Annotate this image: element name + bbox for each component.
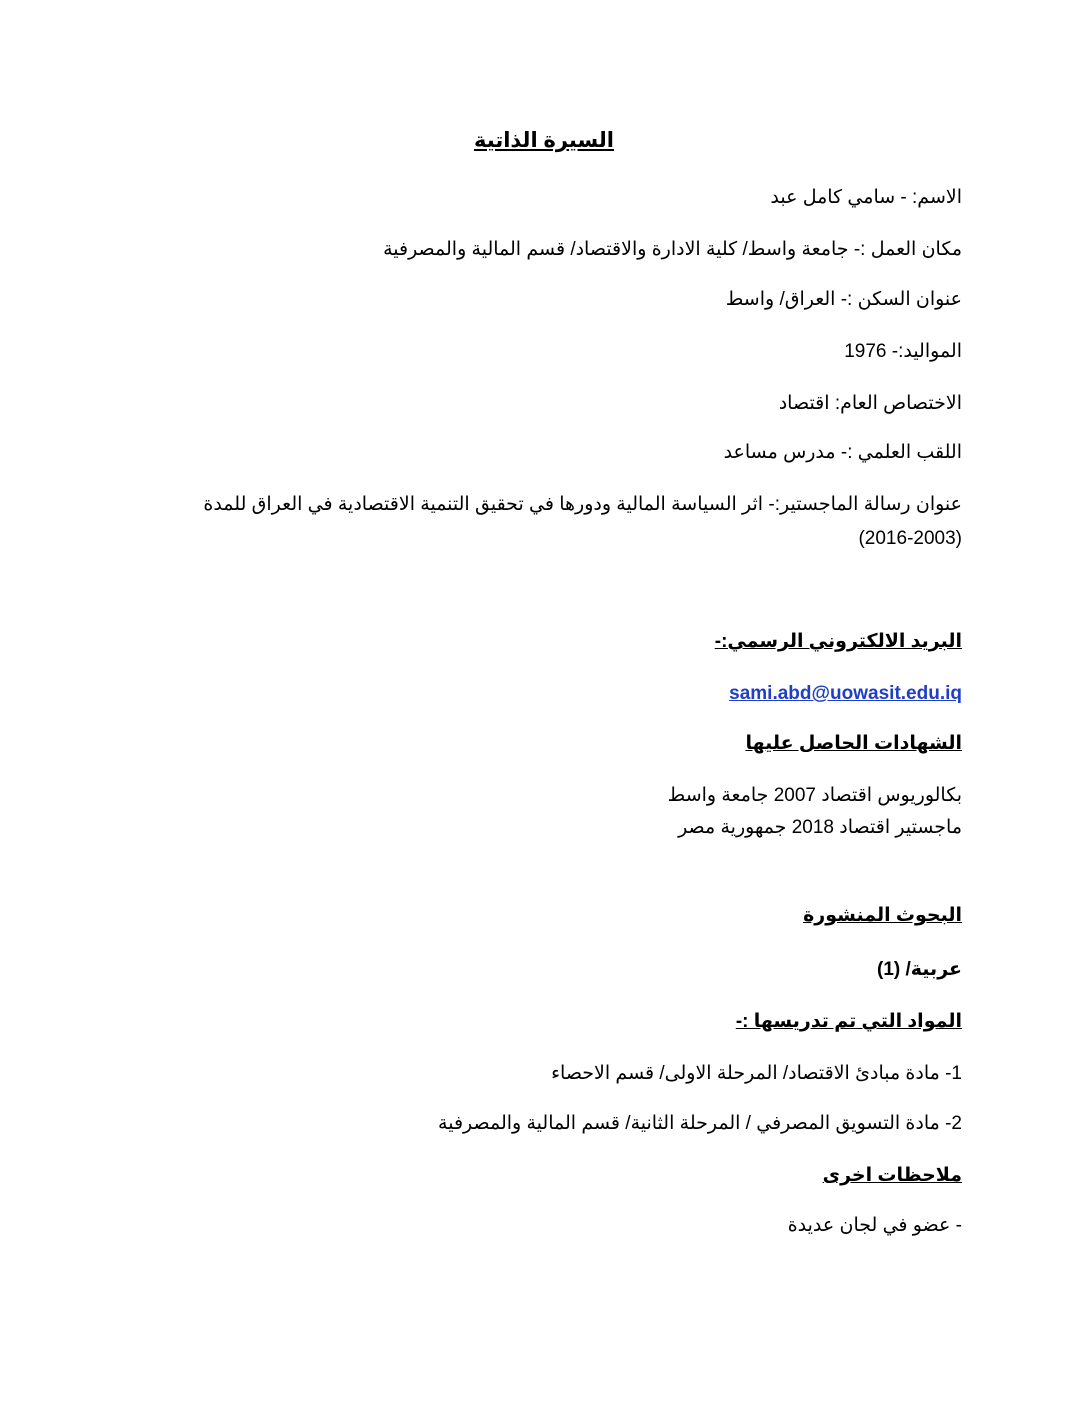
specialty-line: الاختصاص العام: اقتصاد: [778, 393, 962, 414]
courses-heading: المواد التي تم تدريسها :-: [735, 1011, 962, 1032]
email-heading: البريد الالكتروني الرسمي:-: [714, 631, 962, 652]
course-item: 2- مادة التسويق المصرفي / المرحلة الثانية/ قسم المالية والمصرفية: [438, 1113, 962, 1134]
degree-item: بكالوريوس اقتصاد 2007 جامعة واسط: [667, 785, 962, 806]
page-title: السيرة الذاتية: [474, 129, 614, 152]
notes-heading: ملاحظات اخرى: [822, 1165, 962, 1186]
degrees-heading: الشهادات الحاصل عليها: [745, 733, 962, 754]
name-line: الاسم: - سامي كامل عبد: [770, 187, 962, 208]
birth-line: المواليد:- 1976: [844, 341, 962, 362]
research-count: عربية/ (1): [876, 959, 962, 980]
work-place-line: مكان العمل :- جامعة واسط/ كلية الادارة والاقتصاد/ قسم المالية والمصرفية: [383, 239, 962, 260]
degree-item: ماجستير اقتصاد 2018 جمهورية مصر: [678, 817, 962, 838]
course-item: 1- مادة مبادئ الاقتصاد/ المرحلة الاولى/ قسم الاحصاء: [551, 1063, 962, 1084]
academic-rank-line: اللقب العلمي :- مدرس مساعد: [723, 442, 962, 463]
address-line: عنوان السكن :- العراق/ واسط: [725, 289, 962, 310]
email-link[interactable]: sami.abd@uowasit.edu.iq: [729, 683, 962, 704]
thesis-title: عنوان رسالة الماجستير:- اثر السياسة المالية ودورها في تحقيق التنمية الاقتصادية في العراق للمدة (2003-2016): [203, 494, 962, 549]
note-item: - عضو في لجان عديدة: [787, 1215, 962, 1236]
research-heading: البحوث المنشورة: [803, 905, 962, 926]
